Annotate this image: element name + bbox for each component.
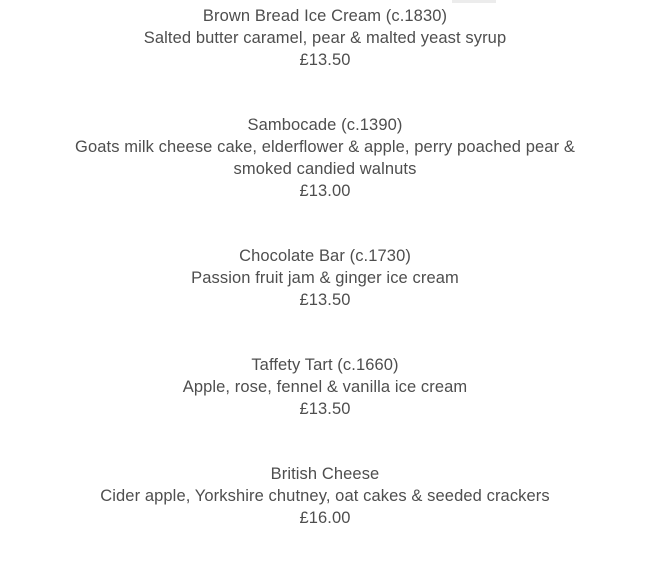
menu-item-title: Chocolate Bar (c.1730) — [239, 247, 411, 265]
menu-item-description: Salted butter caramel, pear & malted yeast syrup — [143, 29, 507, 47]
menu-item-price: £16.00 — [299, 509, 351, 527]
menu-item-title: British Cheese — [270, 465, 380, 483]
menu-item — [0, 114, 650, 202]
menu-item — [0, 245, 650, 311]
menu-item-price: £13.50 — [299, 400, 351, 418]
menu-item-price: £13.50 — [299, 291, 351, 309]
menu-item-description: Cider apple, Yorkshire chutney, oat cakes & seeded crackers — [100, 487, 550, 505]
menu-item-description: Passion fruit jam & ginger ice cream — [191, 269, 459, 287]
menu-item — [0, 463, 650, 529]
menu-item-title: Brown Bread Ice Cream (c.1830) — [202, 7, 448, 25]
menu-item-description: Goats milk cheese cake, elderflower & apple, perry poached pear & smoked candied walnuts — [75, 138, 575, 178]
menu-item-title: Sambocade (c.1390) — [247, 116, 403, 134]
menu-item-title: Taffety Tart (c.1660) — [251, 356, 399, 374]
menu-item — [0, 354, 650, 420]
top-edge-highlight-fragment — [452, 0, 496, 3]
menu-item-price: £13.50 — [299, 51, 351, 69]
menu-item-price: £13.00 — [299, 182, 351, 200]
menu-item-description: Apple, rose, fennel & vanilla ice cream — [182, 378, 468, 396]
menu-item — [0, 5, 650, 71]
